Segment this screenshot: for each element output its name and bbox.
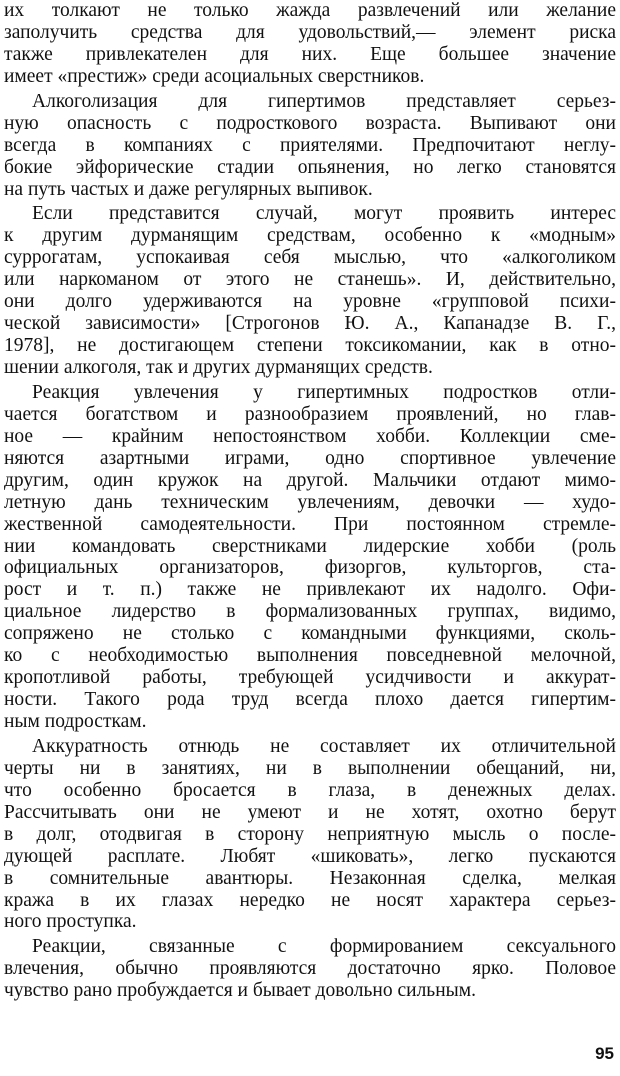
page-number: 95 [595,1044,614,1063]
paragraph [4,91,616,201]
paragraph [4,736,616,933]
text-line: чувство рано пробуждается и бывает довольно сильным. [4,980,476,1002]
text-line: всегда в компаниях с приятелями. Предпочитают неглу- [4,134,616,156]
text-line: ное — крайним непостоянством хобби. Коллекции сме- [4,425,616,447]
text-line: сопряжено не столько с командными функциями, сколь- [4,623,616,645]
text-line: ного проступка. [4,911,137,933]
text-line: имеет «престиж» среди асоциальных сверстников. [4,65,425,87]
text-line: ко с необходимостью выполнения повседневной мелочной, [4,645,616,667]
text-line: что особенно бросается в глаза, в денежных делах. [4,779,616,801]
text-line: в сомнительные авантюры. Незаконная сделка, мелкая [4,867,616,889]
text-line: или наркоманом от этого не станешь». И, действительно, [4,269,616,291]
text-line: они долго удерживаются на уровне «групповой психи- [4,291,616,313]
text-line: их толкают не только жажда развлечений или желание [4,0,616,21]
paragraph [4,936,616,1002]
text-line: Реакция увлечения у гипертимных подростков отли- [32,381,616,403]
text-line: дующей расплате. Любят «шиковать», легко пускаются [4,845,616,867]
text-line: Реакции, связанные с формированием сексуального [32,936,616,958]
text-line: официальных организаторов, физоргов, культоргов, ста- [4,557,616,579]
text-line: рост и т. п.) также не привлекают их надолго. Офи- [4,579,616,601]
body-text [4,0,616,1002]
text-line: шении алкоголя, так и других дурманящих средств. [4,357,433,378]
text-line: няются азартными играми, одно спортивное увлечение [4,447,616,469]
text-line: на путь частых и даже регулярных выпивок. [4,178,373,200]
text-line: заполучить средства для удовольствий,— элемент риска [4,21,616,43]
text-line: Рассчитывать они не умеют и не хотят, охотно берут [4,801,616,823]
text-line: нии командовать сверстниками лидерские хобби (роль [4,535,616,557]
text-line: чается богатством и разнообразием проявлений, но глав- [4,403,616,425]
text-line: Аккуратность отнюдь не составляет их отличительной [32,735,616,757]
text-line: бокие эйфорические стадии опьянения, но легко становятся [4,156,616,178]
text-line: другим, один кружок на другой. Мальчики отдают мимо- [4,469,616,491]
paragraph [4,382,616,733]
text-line: кропотливой работы, требующей усидчивости и аккурат- [4,667,616,689]
paragraph [4,0,616,88]
text-line: черты ни в занятиях, ни в выполнении обещаний, ни, [4,757,616,779]
text-line: также привлекателен для них. Еще большее значение [4,43,616,65]
text-line: летную дань техническим увлечениям, девочки — худо- [4,491,616,513]
paragraph [4,203,616,379]
text-line: циальное лидерство в формализованных группах, видимо, [4,601,616,623]
text-line: ным подросткам. [4,711,147,732]
text-line: суррогатам, успокаивая себя мыслью, что «алкоголиком [4,247,616,269]
text-line: ную опасность с подросткового возраста. Выпивают они [4,112,616,134]
text-line: к другим дурманящим средствам, особенно к «модным» [4,225,616,247]
text-line: ности. Такого рода труд всегда плохо дается гипертим- [4,689,616,711]
text-line: Если представится случай, могут проявить интерес [32,203,616,225]
text-line: в долг, отодвигая в сторону неприятную мысль о после- [4,823,616,845]
text-line: влечения, обычно проявляются достаточно ярко. Половое [4,958,616,980]
text-line: 1978], не достигающем степени токсикомании, как в отно- [4,335,616,357]
text-line: кража в их глазах нередко не носят характера серьез- [4,889,616,911]
text-line: Алкоголизация для гипертимов представляет серьез- [32,90,616,112]
text-line: жественной самодеятельности. При постоянном стремле- [4,513,616,535]
text-line: ческой зависимости» [Строгонов Ю. А., Капанадзе В. Г., [4,313,616,335]
